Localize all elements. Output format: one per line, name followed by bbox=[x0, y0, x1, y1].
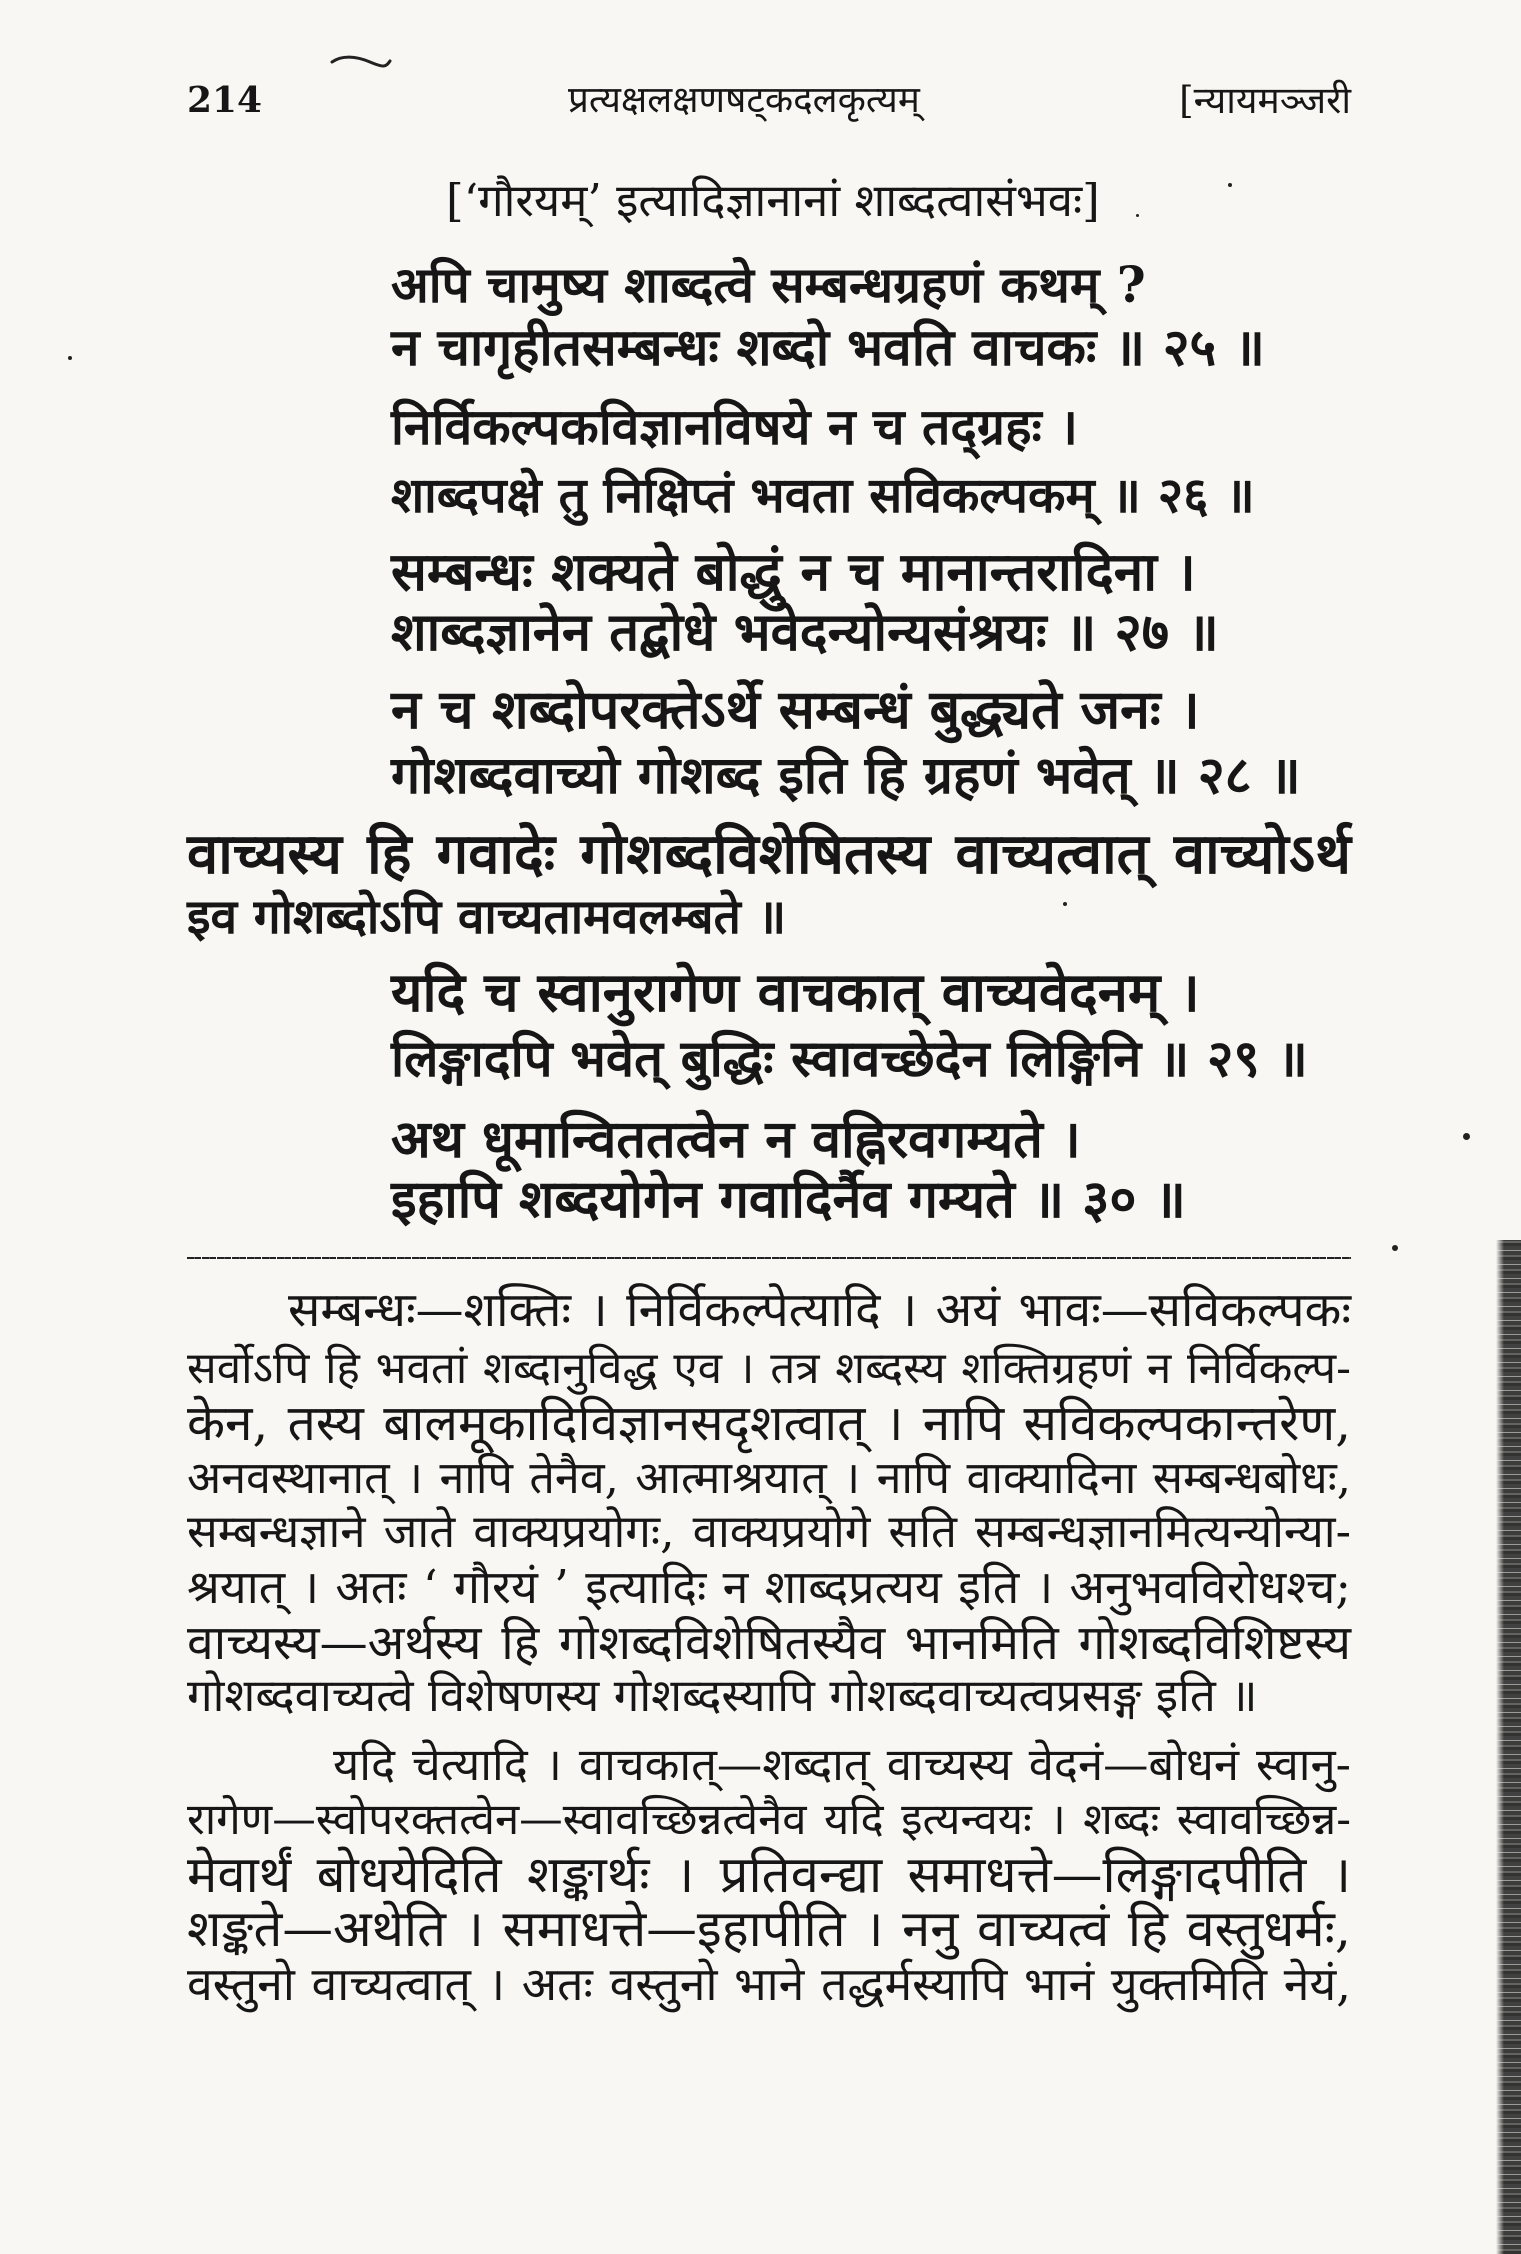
scan-speck bbox=[1228, 183, 1232, 187]
verse-line: यदि च स्वानुरागेण वाचकात् वाच्यवेदनम् । bbox=[391, 960, 1200, 1024]
verse-line: निर्विकल्पकविज्ञानविषये न च तद्ग्रहः । bbox=[391, 397, 1078, 456]
commentary-line: गोशब्दवाच्यत्वे विशेषणस्य गोशब्दस्यापि गोशब्दवाच्यत्वप्रसङ्ग इति ॥ bbox=[187, 1669, 1258, 1722]
commentary-line: वाच्यस्य—अर्थस्य हि गोशब्दविशेषितस्यैव भानमिति गोशब्दविशिष्टस्य bbox=[187, 1615, 1351, 1671]
verse-line: न चागृहीतसम्बन्धः शब्दो भवति वाचकः ॥ २५ ॥ bbox=[391, 318, 1265, 378]
verse-line: अथ धूमान्विततत्वेन न वह्निरवगम्यते । bbox=[391, 1109, 1081, 1170]
verse-line: गोशब्दवाच्यो गोशब्द इति हि ग्रहणं भवेत् ॥ २८ ॥ bbox=[391, 745, 1301, 806]
scan-speck bbox=[1063, 902, 1067, 906]
commentary-line: सम्बन्धज्ञाने जाते वाक्यप्रयोगः, वाक्यप्रयोगे सति सम्बन्धज्ञानमित्यन्योन्या- bbox=[187, 1505, 1351, 1558]
ink-mark bbox=[330, 50, 392, 72]
commentary-line: केन, तस्य बालमूकादिविज्ञानसदृशत्वात् । नापि सविकल्पकान्तरेण, bbox=[187, 1394, 1351, 1452]
section-heading: [‘गौरयम्’ इत्यादिज्ञानानां शाब्दत्वासंभवः] bbox=[446, 174, 1100, 227]
commentary-line: वस्तुनो वाच्यत्वात् । अतः वस्तुनो भाने तद्धर्मस्यापि भानं युक्तमिति नेयं, bbox=[187, 1957, 1351, 2011]
verse-line: इहापि शब्दयोगेन गवादिर्नैव गम्यते ॥ ३० ॥ bbox=[391, 1169, 1186, 1230]
scan-speck bbox=[68, 356, 72, 360]
verse-line: शाब्दज्ञानेन तद्बोधे भवेदन्योन्यसंश्रयः ॥ २७ ॥ bbox=[391, 602, 1219, 663]
commentary-line: अनवस्थानात् । नापि तेनैव, आत्माश्रयात् । नापि वाक्यादिना सम्बन्धबोधः, bbox=[187, 1451, 1351, 1504]
commentary-line: रागेण—स्वोपरक्तत्वेन—स्वावच्छिन्नत्वेनैव यदि इत्यन्वयः । शब्दः स्वावच्छिन्न- bbox=[187, 1795, 1351, 1845]
commentary-line: श्रयात् । अतः ‘ गौरयं ’ इत्यादिः न शाब्दप्रत्यय इति । अनुभवविरोधश्च; bbox=[187, 1560, 1351, 1614]
verse-line: अपि चामुष्य शाब्दत्वे सम्बन्धग्रहणं कथम् ? bbox=[391, 256, 1146, 314]
verse-line: शाब्दपक्षे तु निक्षिप्तं भवता सविकल्पकम् ॥ २६ ॥ bbox=[391, 466, 1255, 524]
footnote-rule bbox=[187, 1257, 1351, 1259]
commentary-line: मेवार्थं बोधयेदिति शङ्कार्थः । प्रतिवन्द्या समाधत्ते—लिङ्गादपीति । bbox=[187, 1845, 1351, 1904]
commentary-line: सम्बन्धः—शक्तिः । निर्विकल्पेत्यादि । अयं भावः—सविकल्पकः bbox=[288, 1283, 1351, 1338]
scan-edge-shadow bbox=[1496, 1240, 1521, 2254]
running-title: प्रत्यक्षलक्षणषट्कदलकृत्यम् bbox=[568, 78, 920, 121]
verse-line: लिङ्गादपि भवेत् बुद्धिः स्वावच्छेदेन लिङ्गिनि ॥ २९ ॥ bbox=[391, 1028, 1308, 1088]
commentary-line: शङ्कते—अथेति । समाधत्ते—इहापीति । ननु वाच्यत्वं हि वस्तुधर्मः, bbox=[187, 1899, 1351, 1958]
prose-line: इव गोशब्दोऽपि वाच्यतामवलम्बते ॥ bbox=[187, 889, 787, 945]
prose-line: वाच्यस्य हि गवादेः गोशब्दविशेषितस्य वाच्यत्वात् वाच्योऽर्थ bbox=[187, 821, 1351, 887]
page-number: 214 bbox=[187, 79, 262, 121]
scan-speck bbox=[1136, 214, 1139, 217]
scan-speck bbox=[1463, 1133, 1470, 1140]
commentary-line: यदि चेत्यादि । वाचकात्—शब्दात् वाच्यस्य वेदनं—बोधनं स्वानु- bbox=[333, 1738, 1351, 1791]
verse-line: सम्बन्धः शक्यते बोद्धुं न च मानान्तरादिना । bbox=[391, 540, 1196, 603]
verse-line: न च शब्दोपरक्तेऽर्थे सम्बन्धं बुद्ध्यते जनः । bbox=[391, 678, 1200, 741]
commentary-line: सर्वोऽपि हि भवतां शब्दानुविद्ध एव । तत्र शब्दस्य शक्तिग्रहणं न निर्विकल्प- bbox=[187, 1343, 1351, 1394]
scan-speck bbox=[1392, 1245, 1398, 1251]
book-title: [न्यायमञ्जरी bbox=[1179, 78, 1351, 122]
